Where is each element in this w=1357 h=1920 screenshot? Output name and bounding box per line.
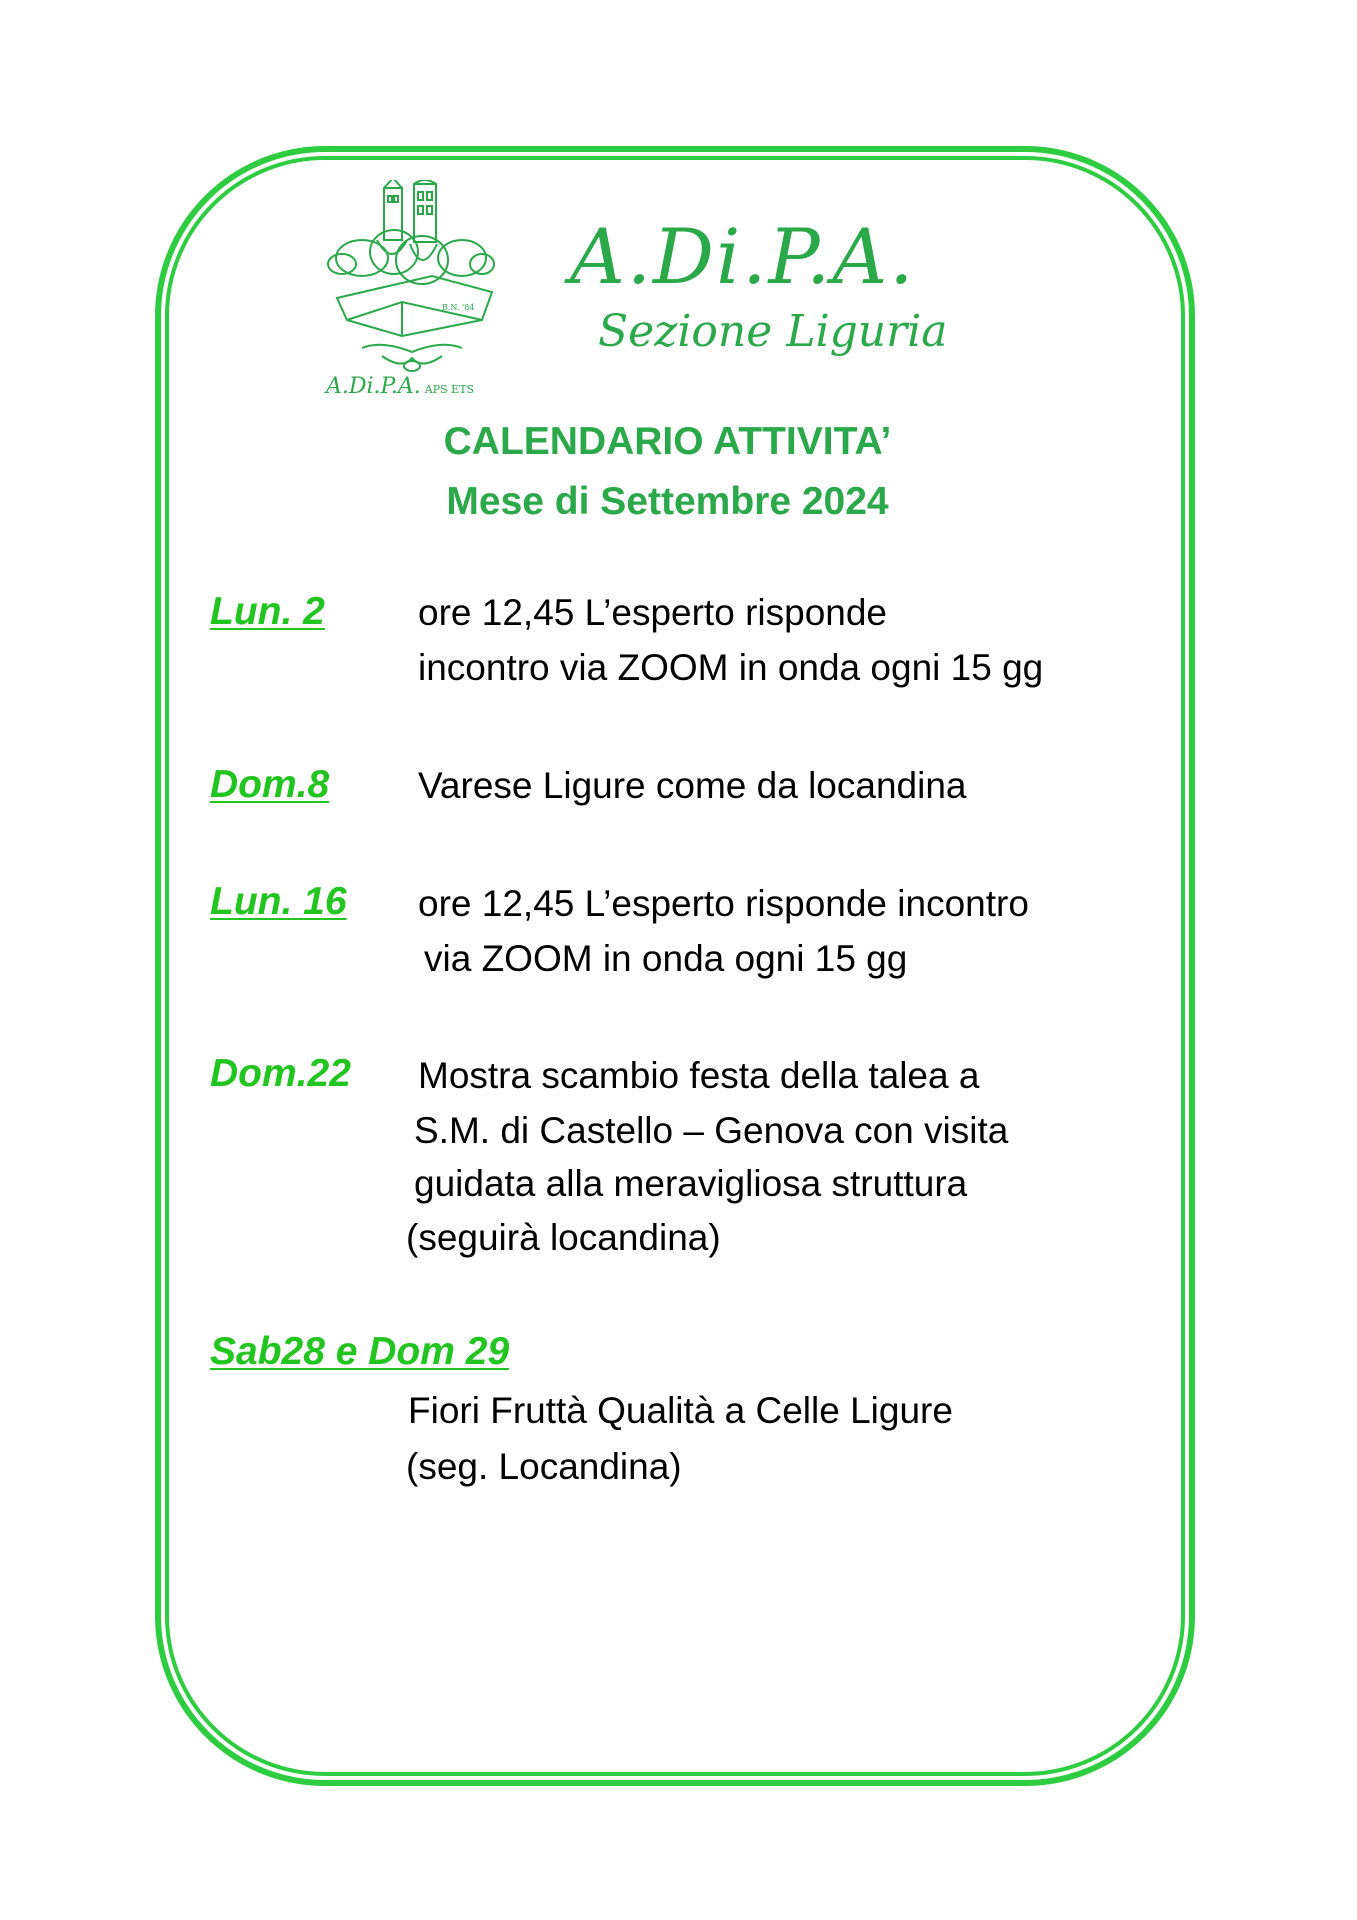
event-text-1-line-1: ore 12,45 L’esperto risponde	[418, 592, 888, 633]
brand-section: Sezione Liguria	[598, 306, 948, 357]
event-text-5-line-2: (seg. Locandina)	[406, 1446, 682, 1487]
event-text-5-line-1: Fiori Fruttà Qualità a Celle Ligure	[408, 1390, 953, 1431]
svg-text:B.N. '84: B.N. '84	[442, 303, 475, 312]
event-text-4-line-3: guidata alla meravigliosa struttura	[414, 1163, 968, 1204]
event-text-1-line-2: incontro via ZOOM in onda ogni 15 gg	[418, 647, 1044, 688]
adipa-logo-icon	[322, 180, 502, 405]
page-title: CALENDARIO ATTIVITA’	[443, 420, 892, 463]
page-subtitle: Mese di Settembre 2024	[446, 480, 889, 523]
brand-name: A.Di.P.A.	[570, 212, 916, 301]
logo-caption: A.Di.P.A. APS ETS	[326, 374, 475, 399]
event-text-3-line-1: ore 12,45 L’esperto risponde incontro	[418, 883, 1029, 924]
event-text-4-line-4: (seguirà locandina)	[406, 1217, 721, 1258]
logo-caption-small: APS ETS	[424, 383, 475, 396]
event-day-4: Dom.22	[210, 1052, 351, 1095]
event-day-1: Lun. 2	[210, 590, 325, 633]
event-day-3: Lun. 16	[210, 880, 347, 923]
event-text-4-line-1: Mostra scambio festa della talea a	[418, 1055, 980, 1096]
event-day-2: Dom.8	[210, 763, 330, 806]
event-text-3-line-2: via ZOOM in onda ogni 15 gg	[424, 938, 908, 979]
event-text-4-line-2: S.M. di Castello – Genova con visita	[414, 1110, 1009, 1151]
event-day-5: Sab28 e Dom 29	[210, 1330, 510, 1373]
event-text-2-line-1: Varese Ligure come da locandina	[418, 765, 967, 806]
